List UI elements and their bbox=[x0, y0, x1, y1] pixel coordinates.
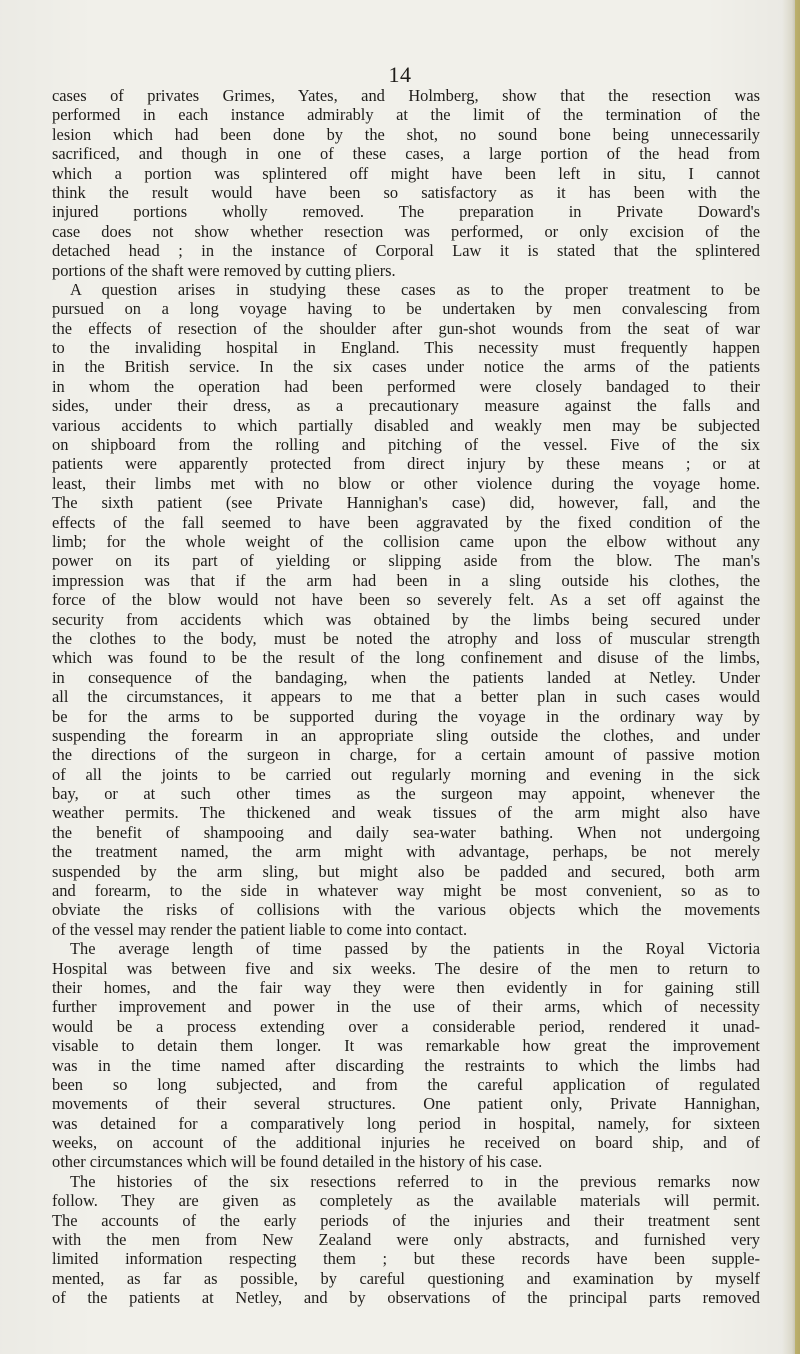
text-line: sacrificed, and though in one of these cases, a large portion of the head from bbox=[52, 144, 760, 164]
text-line: would be a process extending over a considerable period, rendered it unad- bbox=[52, 1016, 760, 1036]
text-line: detached head ; in the instance of Corporal Law it is stated that the splintered bbox=[52, 241, 760, 261]
text-line: was detained for a comparatively long period in hospital, namely, for sixteen bbox=[52, 1113, 760, 1133]
text-line: case does not show whether resection was performed, or only excision of the bbox=[52, 221, 760, 241]
text-line: to the invaliding hospital in England. This necessity must frequently happen bbox=[52, 338, 760, 358]
text-line: mented, as far as possible, by careful questioning and examination by myself bbox=[52, 1268, 760, 1288]
text-line: force of the blow would not have been so severely felt. As a set off against the bbox=[52, 590, 760, 610]
text-line: be for the arms to be supported during the voyage in the ordinary way by bbox=[52, 706, 760, 726]
text-line: Hospital was between five and six weeks. The desire of the men to return to bbox=[52, 958, 760, 978]
text-line: The average length of time passed by the patients in the Royal Victoria bbox=[70, 939, 760, 959]
text-line: with the men from New Zealand were only abstracts, and furnished very bbox=[52, 1230, 760, 1250]
text-line: in the British service. In the six cases under notice the arms of the patients bbox=[52, 357, 760, 377]
text-line: portions of the shaft were removed by cutting pliers. bbox=[52, 260, 396, 280]
page-edge bbox=[795, 0, 800, 1354]
text-line: of the patients at Netley, and by observations of the principal parts removed bbox=[52, 1288, 760, 1308]
text-line: lesion which had been done by the shot, no sound bone being unnecessarily bbox=[52, 124, 760, 144]
text-line: of all the joints to be carried out regularly morning and evening in the sick bbox=[52, 764, 760, 784]
text-line: the directions of the surgeon in charge, for a certain amount of passive motion bbox=[52, 745, 760, 765]
text-line: which a portion was splintered off might have been left in situ, I cannot bbox=[52, 163, 760, 183]
text-line: limb; for the whole weight of the collision came upon the elbow without any bbox=[52, 531, 760, 551]
text-line: sides, under their dress, as a precautionary measure against the falls and bbox=[52, 396, 760, 416]
text-line: suspending the forearm in an appropriate sling outside the clothes, and under bbox=[52, 725, 760, 745]
text-line: limited information respecting them ; but these records have been supple- bbox=[52, 1249, 760, 1269]
text-line: effects of the fall seemed to have been aggravated by the fixed condition of the bbox=[52, 512, 760, 532]
text-line: The histories of the six resections referred to in the previous remarks now bbox=[70, 1171, 760, 1191]
text-line: think the result would have been so satisfactory as it has been with the bbox=[52, 182, 760, 202]
text-line: which was found to be the result of the long confinement and disuse of the limbs, bbox=[52, 648, 760, 668]
text-line: the treatment named, the arm might with advantage, perhaps, be not merely bbox=[52, 842, 760, 862]
text-line: pursued on a long voyage having to be undertaken by men convalescing from bbox=[52, 299, 760, 319]
text-line: The accounts of the early periods of the injuries and their treatment sent bbox=[52, 1210, 760, 1230]
text-line: all the circumstances, it appears to me that a better plan in such cases would bbox=[52, 687, 760, 707]
text-line: A question arises in studying these cases as to the proper treatment to be bbox=[70, 279, 760, 299]
text-line: visable to detain them longer. It was remarkable how great the improvement bbox=[52, 1036, 760, 1056]
text-line: further improvement and power in the use of their arms, which of necessity bbox=[52, 997, 760, 1017]
text-line: least, their limbs met with no blow or other violence during the voyage home. bbox=[52, 473, 760, 493]
text-line: weather permits. The thickened and weak tissues of the arm might also have bbox=[52, 803, 760, 823]
text-line: on shipboard from the rolling and pitching of the vessel. Five of the six bbox=[52, 435, 760, 455]
text-line: bay, or at such other times as the surgeon may appoint, whenever the bbox=[52, 784, 760, 804]
text-line: impression was that if the arm had been in a sling outside his clothes, the bbox=[52, 570, 760, 590]
text-line: been so long subjected, and from the careful application of regulated bbox=[52, 1074, 760, 1094]
text-line: the benefit of shampooing and daily sea-water bathing. When not undergoing bbox=[52, 822, 760, 842]
text-line: suspended by the arm sling, but might also be padded and secured, both arm bbox=[52, 861, 760, 881]
text-line: patients were apparently protected from direct injury by these means ; or at bbox=[52, 454, 760, 474]
text-line: movements of their several structures. One patient only, Private Hannighan, bbox=[52, 1094, 760, 1114]
text-line: cases of privates Grimes, Yates, and Holmberg, show that the resection was bbox=[52, 86, 760, 105]
text-line: was in the time named after discarding the restraints to which the limbs had bbox=[52, 1055, 760, 1075]
text-line: security from accidents which was obtained by the limbs being secured under bbox=[52, 609, 760, 629]
text-line: and forearm, to the side in whatever way might be most convenient, so as to bbox=[52, 881, 760, 901]
text-line: various accidents to which partially disabled and weakly men may be subjected bbox=[52, 415, 760, 435]
text-line: power on its part of yielding or slipping aside from the blow. The man's bbox=[52, 551, 760, 571]
text-line: in whom the operation had been performed were closely bandaged to their bbox=[52, 376, 760, 396]
text-line: injured portions wholly removed. The preparation in Private Doward's bbox=[52, 202, 760, 222]
text-line: the clothes to the body, must be noted the atrophy and loss of muscular strength bbox=[52, 628, 760, 648]
text-line: performed in each instance admirably at the limit of the termination of the bbox=[52, 105, 760, 125]
text-line: the effects of resection of the shoulder after gun-shot wounds from the seat of war bbox=[52, 318, 760, 338]
text-line: obviate the risks of collisions with the various objects which the movements bbox=[52, 900, 760, 920]
text-line: The sixth patient (see Private Hannighan's case) did, however, fall, and the bbox=[52, 493, 760, 513]
page-number: 14 bbox=[388, 62, 412, 87]
text-line: follow. They are given as completely as the available materials will permit. bbox=[52, 1191, 760, 1211]
text-line: weeks, on account of the additional injuries he received on board ship, and of bbox=[52, 1133, 760, 1153]
text-line: other circumstances which will be found detailed in the history of his case. bbox=[52, 1152, 543, 1172]
text-line: their homes, and the fair way they were then evidently in for gaining still bbox=[52, 977, 760, 997]
body-text bbox=[52, 86, 760, 1308]
text-line: in consequence of the bandaging, when the patients landed at Netley. Under bbox=[52, 667, 760, 687]
text-line: of the vessel may render the patient liable to come into contact. bbox=[52, 919, 468, 939]
